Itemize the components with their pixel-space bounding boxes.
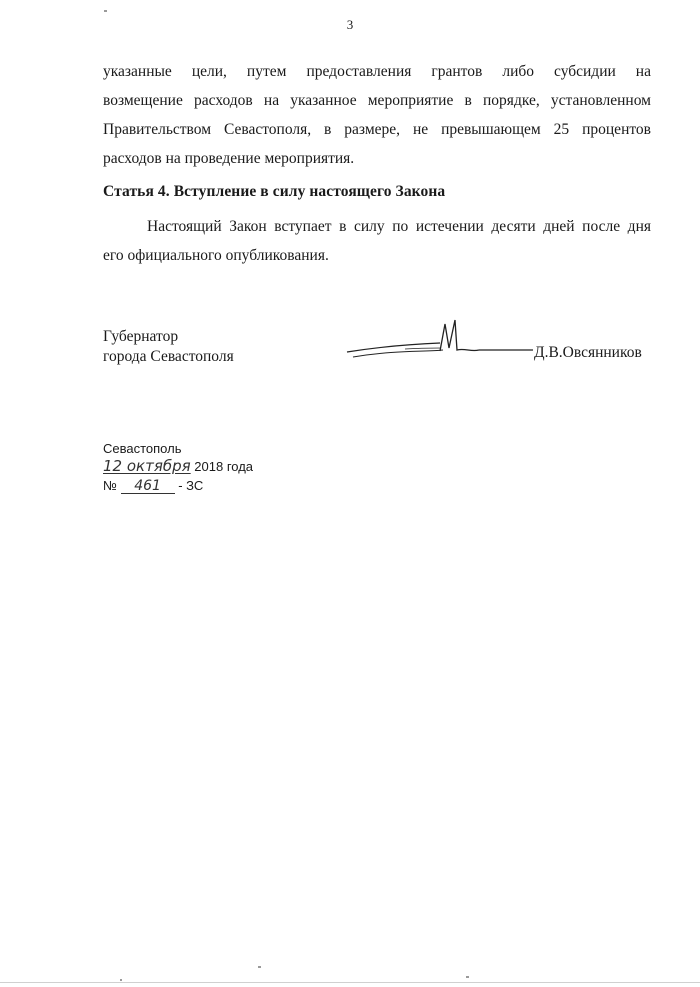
page-number: 3 <box>346 17 354 32</box>
article-4-line: Настоящий Закон вступает в силу по истечении десяти дней после дня <box>147 218 651 235</box>
intro-paragraph <box>103 57 651 173</box>
scan-speck <box>466 976 469 978</box>
scan-speck <box>258 966 261 968</box>
signatory-title-line: Губернатор <box>103 328 179 345</box>
signatory-title <box>103 327 234 367</box>
signing-date <box>103 457 253 477</box>
number-field <box>121 478 175 494</box>
article-4-line: его официального опубликования. <box>103 247 329 264</box>
handwritten-signature <box>345 312 535 367</box>
date-year: 2018 года <box>194 459 254 474</box>
law-number <box>103 478 203 494</box>
intro-line: указанные цели, путем предоставления грантов либо субсидии на <box>103 63 651 80</box>
intro-line: расходов на проведение мероприятия. <box>103 150 355 167</box>
article-4-heading: Статья 4. Вступление в силу настоящего Закона <box>103 183 446 200</box>
signatory-name: Д.В.Овсянников <box>534 344 642 361</box>
article-4-paragraph <box>103 212 651 270</box>
intro-line: возмещение расходов на указанное мероприятие в порядке, установленном <box>103 92 651 109</box>
city-label: Севастополь <box>103 441 182 456</box>
number-sign: № <box>103 478 117 493</box>
scan-speck <box>104 10 107 12</box>
scan-edge-line <box>0 982 700 983</box>
handwritten-date: 12 октября <box>103 457 191 475</box>
signatory-title-line: города Севастополя <box>103 348 234 365</box>
number-suffix: - ЗС <box>178 478 204 493</box>
intro-line: Правительством Севастополя, в размере, не превышающем 25 процентов <box>103 121 651 138</box>
handwritten-number: 461 <box>134 478 161 494</box>
scan-speck <box>120 979 122 981</box>
